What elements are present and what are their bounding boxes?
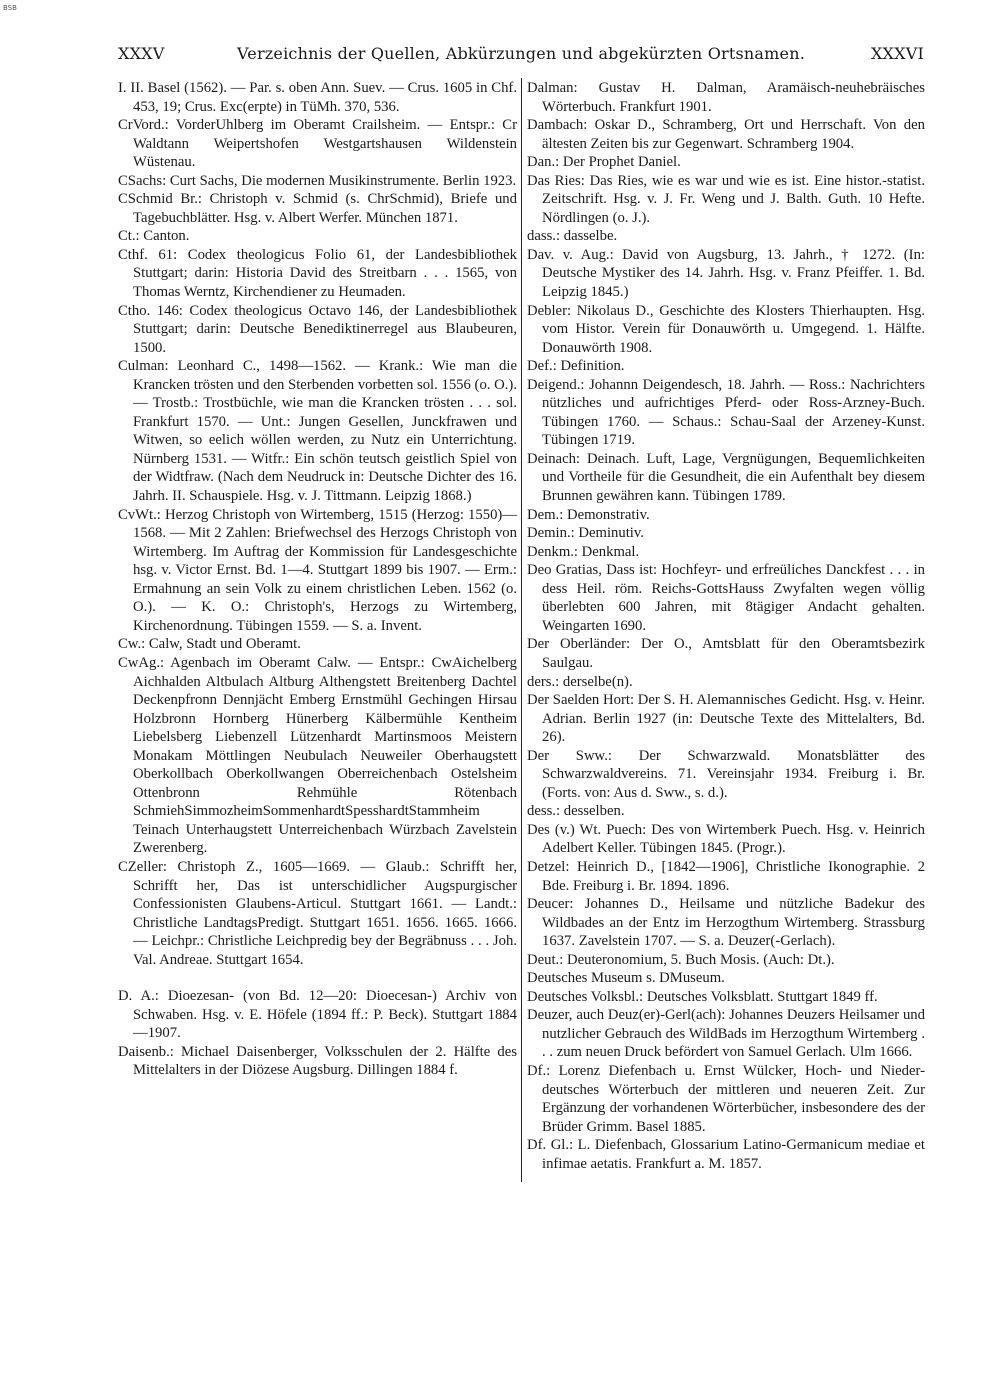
- entry-der-sww: Der Sww.: Der Schwarzwald. Monatsblätter des Schwarzwaldvereins. 71. Vereinsjahr 1934. Freiburg i. Br. (Forts. von: Aus d. Sww., s. d.).: [527, 747, 925, 801]
- page-title: Verzeichnis der Quellen, Abkürzungen und abgekürzten Ortsnamen.: [237, 44, 805, 63]
- entry-csachs: CSachs: Curt Sachs, Die modernen Musikinstrumente. Berlin 1923.: [118, 172, 517, 189]
- left-column: [118, 79, 517, 1080]
- entry-daisenb: Daisenb.: Michael Daisenberger, Volksschulen der 2. Hälfte des Mittelalters in der Diözese Augsburg. Dillingen 1884 f.: [118, 1043, 517, 1079]
- entry-dass: dass.: dasselbe.: [527, 228, 618, 245]
- library-stamp: BSB: [3, 4, 17, 12]
- entry-ctho: Ctho. 146: Codex theologicus Octavo 146, der Landesbibliothek Stuttgart; darin: Deutsche Benediktinerregel aus Blaubeuren, 1500.: [118, 302, 517, 356]
- entry-ct: Ct.: Canton.: [118, 228, 190, 245]
- page-number-right: XXXVI: [870, 44, 924, 63]
- entry-df: Df.: Lorenz Diefenbach u. Ernst Wülcker, Hoch- und Nieder-deutsches Wörterbuch der mittleren und neueren Zeit. Zur Ergänzung der vorhandenen Wörterbücher, insbesondere des der Brüder Grimm. Basel 1885.: [527, 1062, 925, 1135]
- entry-deinach: Deinach: Deinach. Luft, Lage, Vergnügungen, Bequemlichkeiten und Vortheile für die Gesundheit, die ein Aufenthalt bey diesem Brunnen gewähren kann. Tübingen 1789.: [527, 450, 925, 505]
- entry-des-v-wt-puech: Des (v.) Wt. Puech: Des von Wirtemberk Puech. Hsg. v. Heinrich Adelbert Keller. Tübingen 1845. (Progr.).: [527, 821, 925, 857]
- page-header: [118, 44, 924, 66]
- entry-das-ries: Das Ries: Das Ries, wie es war und wie es ist. Eine histor.-statist. Zeitschrift. Hsg. v. J. Fr. Weng und J. Balth. Guth. 10 Hefte. Nördlingen (o. J.).: [527, 172, 925, 226]
- entry-da: D. A.: Dioezesan- (von Bd. 12—20: Dioecesan-) Archiv von Schwaben. Hsg. v. E. Höfele (1894 ff.: P. Beck). Stuttgart 1884—1907.: [118, 988, 517, 1042]
- entry-czeller: CZeller: Christoph Z., 1605—1669. — Glaub.: Schrifft her, Schrifft her, Das ist unterschidlicher Augspurgischer Confessionisten Glaubens-Articul. Stuttgart 1661. — Landt.: Christliche LandtagsPredigt. Stuttgart 1651. 1656. 1665. 1666. — Leichpr.: Christliche Leichpredig bey der Begräbnuss . . . Joh. Val. Andreae. Stuttgart 1654.: [118, 858, 517, 968]
- entry-crus-continued: I. II. Basel (1562). — Par. s. oben Ann. Suev. — Crus. 1605 in Chf. 453, 19; Crus. Exc(erpte) in TüMh. 370, 536.: [118, 80, 517, 115]
- entry-deutsches-museum: Deutsches Museum s. DMuseum.: [527, 970, 725, 987]
- entry-deigend: Deigend.: Johannn Deigendesch, 18. Jahrh. — Ross.: Nachrichters nützliches und aufrichtiges Pferd- oder Ross-Arzney-Buch. Tübingen 1760. — Schaus.: Schau-Saal der Arzeney-Kunst. Tübingen 1719.: [527, 376, 925, 449]
- entry-def: Def.: Definition.: [527, 358, 625, 375]
- entry-deo-gratias: Deo Gratias, Dass ist: Hochfeyr- und erfreüliches Danckfest . . . in dess Heil. röm. Reichs-GottsHauss Zwyfalten wegen völlig überlebten 600 Jahren, mit 8tägiger Andacht gehalten. Weingarten 1690.: [527, 562, 925, 634]
- entry-cvwt: CvWt.: Herzog Christoph von Wirtemberg, 1515 (Herzog: 1550)—1568. — Mit 2 Zahlen: Briefwechsel des Herzogs Christoph von Wirtemberg. Im Auftrag der Kommission für Landesgeschichte hsg. v. Victor Ernst. Bd. 1—4. Stuttgart 1899 bis 1907. — Erm.: Ermahnung an sein Volk zu einem christlichen Leben. 1562 (o. O.). — K. O.: Christoph's, Herzogs zu Wirtemberg, Kirchenordnung. Tübingen 1559. — S. a. Invent.: [118, 506, 517, 634]
- column-divider: [521, 78, 522, 1182]
- entry-deutsches-volksbl: Deutsches Volksbl.: Deutsches Volksblatt. Stuttgart 1849 ff.: [527, 988, 878, 1005]
- entry-dess: dess.: desselben.: [527, 803, 625, 820]
- page-number-left: XXXV: [118, 44, 165, 63]
- entry-dav-v-aug: Dav. v. Aug.: David von Augsburg, 13. Jahrh., † 1272. (In: Deutsche Mystiker des 14. Jahrh. Hsg. v. Franz Pfeiffer. 1. Bd. Leipzig 1845.): [527, 246, 925, 301]
- entry-deuzer: Deuzer, auch Deuz(er)-Gerl(ach): Johannes Deuzers Heilsamer und nutzlicher Gebrauch des WildBads im Herzogthum Wirtemberg . . . zum neuen Druck befördert von Samuel Gerlach. Ulm 1666.: [527, 1007, 925, 1061]
- entry-dan: Dan.: Der Prophet Daniel.: [527, 154, 681, 171]
- entry-deut: Deut.: Deuteronomium, 5. Buch Mosis. (Auch: Dt.).: [527, 951, 835, 968]
- entry-deucer: Deucer: Johannes D., Heilsame und nützliche Badekur des Wildbades an der Entz im Herzogthum Wirtemberg. Strassburg 1637. Zavelstein 1707. — S. a. Deuzer(-Gerlach).: [527, 896, 925, 950]
- entry-ders: ders.: derselbe(n).: [527, 673, 633, 690]
- entry-dem: Dem.: Demonstrativ.: [527, 506, 650, 523]
- entry-debler: Debler: Nikolaus D., Geschichte des Klosters Thierhaupten. Hsg. vom Histor. Verein für Donauwörth u. Umgegend. 1. Hälfte. Donauwörth 1908.: [527, 302, 925, 356]
- entry-cthf: Cthf. 61: Codex theologicus Folio 61, der Landesbibliothek Stuttgart; darin: Historia David des Streitbarn . . . 1565, von Thomas Werntz, Kirchendiener zu Heumaden.: [118, 246, 517, 301]
- entry-dambach: Dambach: Oskar D., Schramberg, Ort und Herrschaft. Von den ältesten Zeiten bis zur Gegenwart. Schramberg 1904.: [527, 117, 925, 152]
- entry-cschmid: CSchmid Br.: Christoph v. Schmid (s. ChrSchmid), Briefe und Tagebuchblätter. Hsg. v. Albert Werfer. München 1871.: [118, 191, 517, 226]
- entry-cwag: CwAg.: Agenbach im Oberamt Calw. — Entspr.: CwAichelberg Aichhalden Altbulach Altburg Althengstett Breitenberg Dachtel Deckenpfronn Dennjächt Emberg Ernstmühl Gechingen Hirsau Holzbronn Hornberg Hünerberg Kälbermühle Kentheim Liebelsberg Liebenzell Lützenhardt Martinsmoos Meistern Monakam Möttlingen Neubulach Neuweiler Oberhaugstett Oberkollbach Oberkollwangen Oberreichenbach Ostelsheim Ottenbronn Rehmühle Rötenbach SchmiehSimmozheimSommenhardtSpesshardtStammheim Teinach Unterhaugstett Unterreichenbach Würzbach Zavelstein Zwerenberg.: [118, 654, 517, 857]
- entry-df-gl: Df. Gl.: L. Diefenbach, Glossarium Latino-Germanicum mediae et infimae aetatis. Frankfurt a. M. 1857.: [527, 1137, 925, 1172]
- entry-dalman: Dalman: Gustav H. Dalman, Aramäisch-neuhebräisches Wörterbuch. Frankfurt 1901.: [527, 80, 925, 115]
- entry-culman: Culman: Leonhard C., 1498—1562. — Krank.: Wie man die Krancken trösten und den Sterbenden vorbetten sol. 1556 (o. O.). — Trostb.: Trostbüchle, wie man die Krancken trösten . . . sol. Frankfurt 1570. — Unt.: Jungen Gesellen, Junckfrawen und Witwen, so eelich wöllen werden, zu Nutz ein Unterrichtung. Nürnberg 1531. — Witfr.: Ein schön teutsch geistlich Spiel von der Widtfraw. (Nach dem Neudruck in: Deutsche Dichter des 16. Jahrh. II. Schauspiele. Hsg. v. J. Tittmann. Leipzig 1868.): [118, 358, 517, 505]
- entry-der-oberlaender: Der Oberländer: Der O., Amtsblatt für den Oberamtsbezirk Saulgau.: [527, 636, 925, 671]
- entry-crvord: CrVord.: VorderUhlberg im Oberamt Crailsheim. — Entspr.: Cr Waldtann Weipertshofen Westgartshausen Wildenstein Wüstenau.: [118, 117, 517, 171]
- right-column: [527, 79, 925, 1173]
- entry-detzel: Detzel: Heinrich D., [1842—1906], Christliche Ikonographie. 2 Bde. Freiburg i. Br. 1894. 1896.: [527, 858, 925, 894]
- entry-der-saelden-hort: Der Saelden Hort: Der S. H. Alemannisches Gedicht. Hsg. v. Heinr. Adrian. Berlin 1927 (in: Deutsche Texte des Mittelalters, Bd. 26).: [527, 692, 925, 746]
- entry-denkm: Denkm.: Denkmal.: [527, 543, 640, 560]
- entry-demin: Demin.: Deminutiv.: [527, 525, 644, 542]
- entry-cw: Cw.: Calw, Stadt und Oberamt.: [118, 636, 301, 653]
